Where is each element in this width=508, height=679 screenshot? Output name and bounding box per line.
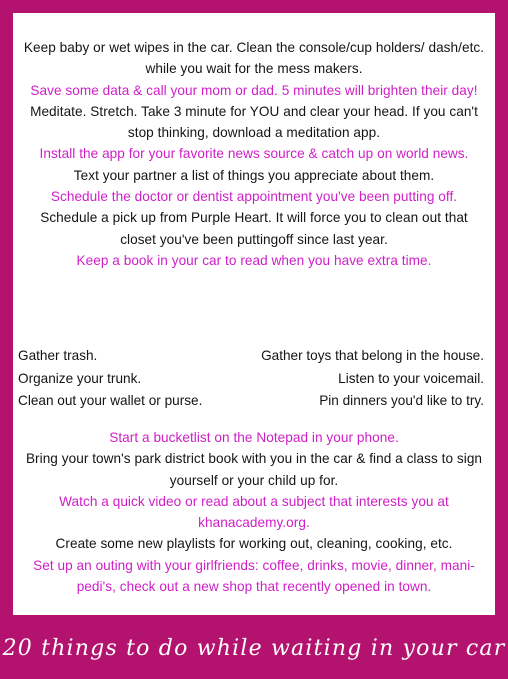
quick-task: Clean out your wallet or purse. [18,393,203,409]
tip-item: Set up an outing with your girlfriends: coffee, drinks, movie, dinner, mani-pedi's, check out a new shop that recently opened in town. [33,557,475,595]
tips-list-bottom [13,427,495,597]
tip-item: Schedule the doctor or dentist appointment you've been putting off. [50,189,458,205]
tip-item: Keep baby or wet wipes in the car. Clean the console/cup holders/ dash/etc. while you wait for the mess makers. [23,40,485,77]
tip-item: Meditate. Stretch. Take 3 minute for YOU and clear your head. If you can't stop thinking, download a meditation app. [30,103,478,141]
tips-card [13,13,495,615]
tip-item: Text your partner a list of things you appreciate about them. [73,167,435,183]
tip-item: Keep a book in your car to read when you have extra time. [76,252,432,268]
quick-tasks-grid [18,345,484,411]
tip-item: Install the app for your favorite news source & catch up on world news. [39,146,469,162]
tip-item: Create some new playlists for working out, cleaning, cooking, etc. [55,536,453,552]
quick-task: Listen to your voicemail. [338,370,484,386]
tip-item: Schedule a pick up from Purple Heart. It will force you to clean out that closet you've been puttingoff since last year. [40,210,468,247]
quick-task: Pin dinners you'd like to try. [319,393,484,409]
quick-task: Organize your trunk. [18,370,142,386]
footer-title: 20 things to do while waiting in your car [2,635,506,661]
footer-banner [0,617,508,679]
tips-list-top [13,37,495,271]
tip-item: Bring your town's park district book with you in the car & find a class to sign yourself or your child up for. [25,451,483,488]
quick-task: Gather trash. [18,348,98,363]
quick-task: Gather toys that belong in the house. [261,348,484,363]
tip-item: Watch a quick video or read about a subject that interests you at khanacademy.org. [59,493,449,531]
tip-item: Start a bucketlist on the Notepad in your phone. [109,430,399,445]
tip-item: Save some data & call your mom or dad. 5 minutes will brighten their day! [30,82,478,98]
